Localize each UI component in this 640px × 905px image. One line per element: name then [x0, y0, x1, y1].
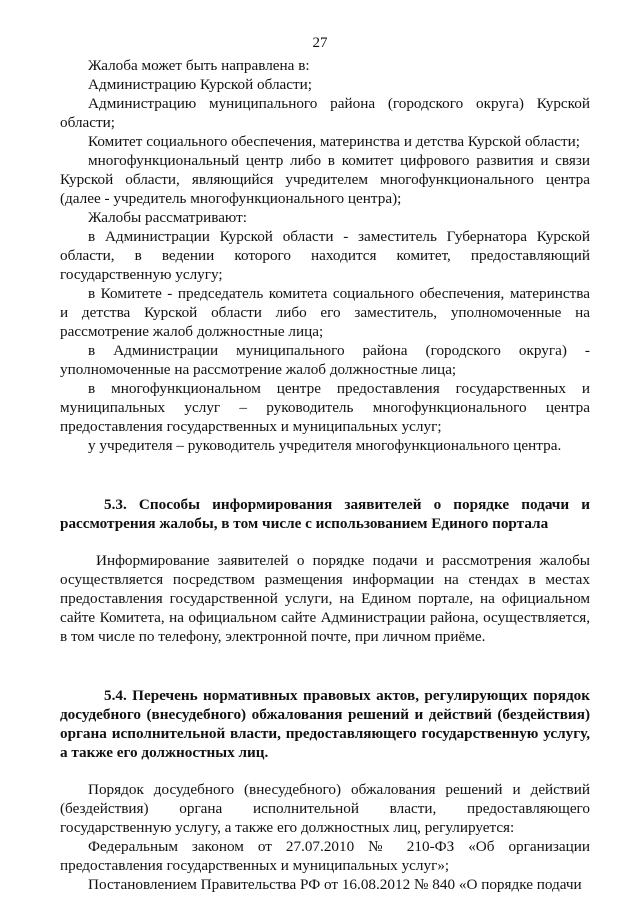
paragraph: в Комитете - председатель комитета социального обеспечения, материнства и детства Курской области либо его заместитель, уполномоченные на рассмотрение жалоб должностные лица; [60, 285, 590, 340]
page-number: 27 [312, 35, 328, 51]
paragraph: Жалобы рассматривают: [88, 209, 247, 226]
paragraph: Администрацию муниципального района (городского округа) Курской области; [60, 95, 590, 131]
paragraph: в Администрации Курской области - заместитель Губернатора Курской области, в ведении которого находится комитет, предоставляющий государственную услугу; [60, 228, 590, 283]
section-heading-5-4: 5.4. Перечень нормативных правовых актов, регулирующих порядок досудебного (внесудебного) обжалования решений и действий (бездействия) органа исполнительной власти, предоставляющего государственную услугу, а также его должностных лиц. [60, 687, 590, 761]
section-5-4-paragraph: Постановлением Правительства РФ от 16.08.2012 № 840 «О порядке подачи [88, 876, 582, 893]
section-5-3-text: Информирование заявителей о порядке подачи и рассмотрения жалобы осуществляется посредством размещения информации на стендах в местах предоставления государственной услуги, на Едином портале, на официальном сайте Комитета, на официальном сайте Администрации района, осуществляется, в том числе по телефону, электронной почте, при личном приёме. [60, 552, 590, 645]
paragraph: в Администрации муниципального района (городского округа) - уполномоченные на рассмотрение жалоб должностные лица; [60, 342, 590, 378]
section-heading-5-3: 5.3. Способы информирования заявителей о порядке подачи и рассмотрения жалобы, в том числе с использованием Единого портала [60, 496, 590, 532]
paragraph: многофункциональный центр либо в комитет цифрового развития и связи Курской области, являющийся учредителем многофункционального центра (далее - учредитель многофункционального центра); [60, 152, 590, 207]
paragraph: Администрацию Курской области; [88, 76, 313, 93]
paragraph: в многофункциональном центре предоставления государственных и муниципальных услуг – руководитель многофункционального центра предоставления государственных и муниципальных услуг; [60, 380, 590, 435]
paragraph: Комитет социального обеспечения, материнства и детства Курской области; [88, 133, 580, 150]
paragraph: Жалоба может быть направлена в: [88, 57, 310, 74]
paragraph: у учредителя – руководитель учредителя многофункционального центра. [88, 437, 562, 454]
section-5-4-paragraph: Порядок досудебного (внесудебного) обжалования решений и действий (бездействия) органа исполнительной власти, предоставляющего государственную услугу, а также его должностных лиц, регулируется: [60, 781, 590, 836]
document-body [60, 56, 590, 894]
section-5-4-paragraph: Федеральным законом от 27.07.2010 № 210-ФЗ «Об организации предоставления государственных и муниципальных услуг»; [60, 838, 590, 874]
